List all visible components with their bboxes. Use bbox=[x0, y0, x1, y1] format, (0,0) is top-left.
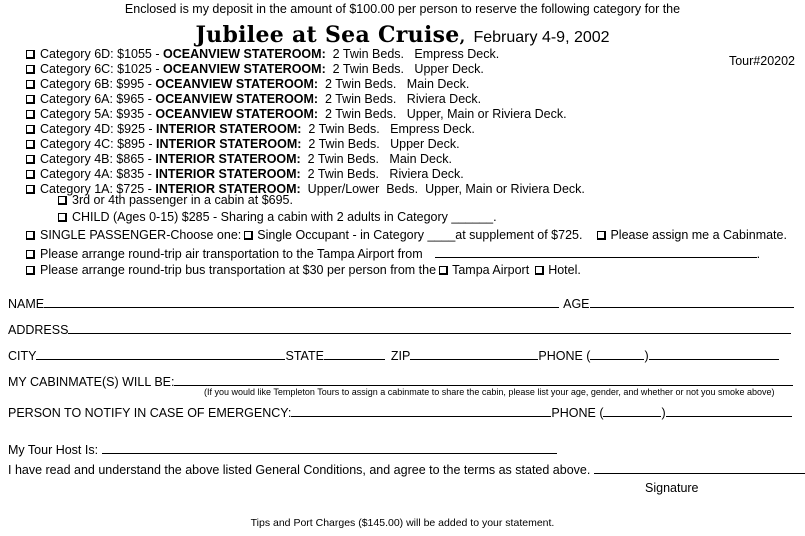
checkbox[interactable] bbox=[26, 110, 35, 119]
air-end: . bbox=[756, 247, 761, 261]
category-type: OCEANVIEW STATEROOM: bbox=[155, 92, 319, 106]
third-fourth-option bbox=[58, 193, 293, 208]
zip-field[interactable] bbox=[410, 348, 538, 360]
checkbox[interactable] bbox=[26, 170, 35, 179]
cruise-dates: February 4-9, 2002 bbox=[473, 29, 610, 46]
name-row bbox=[8, 296, 794, 311]
category-desc: 2 Twin Beds. Riviera Deck. bbox=[318, 92, 482, 106]
checkbox[interactable] bbox=[244, 231, 253, 240]
checkbox[interactable] bbox=[26, 80, 35, 89]
checkbox[interactable] bbox=[597, 231, 606, 240]
category-desc: Upper/Lower Beds. Upper, Main or Riviera Deck. bbox=[300, 182, 585, 196]
category-type: OCEANVIEW STATEROOM: bbox=[163, 62, 326, 76]
category-type: OCEANVIEW STATEROOM: bbox=[163, 47, 326, 61]
category-type: OCEANVIEW STATEROOM: bbox=[155, 107, 319, 121]
address-label: ADDRESS bbox=[8, 323, 69, 337]
emergency-field[interactable] bbox=[291, 405, 551, 417]
checkbox[interactable] bbox=[58, 213, 67, 222]
category-desc: 2 Twin Beds. Riviera Deck. bbox=[300, 167, 464, 181]
checkbox[interactable] bbox=[535, 266, 544, 275]
cabinmates-field[interactable] bbox=[174, 374, 793, 386]
tour-host-field[interactable] bbox=[102, 442, 557, 454]
city-label: CITY bbox=[8, 349, 37, 363]
phone-label: PHONE ( bbox=[538, 349, 591, 363]
category-type: INTERIOR STATEROOM: bbox=[156, 137, 302, 151]
child-label: CHILD (Ages 0-15) $285 - Sharing a cabin with 2 adults in Category ______. bbox=[72, 210, 497, 224]
category-label: Category 6C: $1025 - bbox=[40, 62, 163, 76]
single-occupant-label: Single Occupant - in Category ____at supplement of $725. bbox=[257, 228, 583, 242]
state-field[interactable] bbox=[324, 348, 385, 360]
third-fourth-label: 3rd or 4th passenger in a cabin at $695. bbox=[72, 193, 293, 207]
phone-area-field[interactable] bbox=[590, 348, 644, 360]
checkbox[interactable] bbox=[26, 155, 35, 164]
category-type: INTERIOR STATEROOM: bbox=[156, 122, 302, 136]
single-lead: SINGLE PASSENGER-Choose one: bbox=[40, 228, 242, 242]
bus-hotel-label: Hotel. bbox=[548, 263, 581, 277]
checkbox[interactable] bbox=[26, 50, 35, 59]
phone-close: ) bbox=[644, 349, 649, 363]
checkbox[interactable] bbox=[26, 65, 35, 74]
title-comma: , bbox=[459, 27, 466, 46]
agreement-text: I have read and understand the above listed General Conditions, and agree to the terms as stated above. bbox=[8, 463, 591, 477]
category-type: INTERIOR STATEROOM: bbox=[155, 152, 301, 166]
title-line bbox=[0, 22, 805, 48]
category-desc: 2 Twin Beds. Empress Deck. bbox=[325, 47, 500, 61]
category-desc: 2 Twin Beds. Upper Deck. bbox=[325, 62, 484, 76]
emergency-phone-label: PHONE ( bbox=[551, 406, 604, 420]
tour-number: Tour#20202 bbox=[728, 54, 795, 68]
agreement-row bbox=[8, 462, 805, 477]
category-list bbox=[26, 47, 585, 197]
signature-label: Signature bbox=[645, 481, 699, 495]
air-city-field[interactable] bbox=[435, 246, 757, 258]
category-type: INTERIOR STATEROOM: bbox=[155, 182, 301, 196]
checkbox[interactable] bbox=[26, 231, 35, 240]
child-option bbox=[58, 210, 497, 225]
category-label: Category 6D: $1055 - bbox=[40, 47, 163, 61]
tour-host-row bbox=[8, 442, 557, 457]
cruise-title: Jubilee at Sea Cruise bbox=[195, 22, 460, 48]
air-label: Please arrange round-trip air transportation to the Tampa Airport from bbox=[40, 247, 423, 261]
emergency-phone-field[interactable] bbox=[666, 405, 792, 417]
city-row bbox=[8, 348, 779, 363]
checkbox[interactable] bbox=[26, 95, 35, 104]
checkbox[interactable] bbox=[439, 266, 448, 275]
category-type: INTERIOR STATEROOM: bbox=[155, 167, 301, 181]
name-field[interactable] bbox=[44, 296, 559, 308]
cabinmates-label: MY CABINMATE(S) WILL BE: bbox=[8, 375, 175, 389]
category-type: OCEANVIEW STATEROOM: bbox=[155, 77, 319, 91]
zip-label: ZIP bbox=[390, 349, 411, 363]
category-desc: 2 Twin Beds. Upper Deck. bbox=[301, 137, 460, 151]
category-desc: 2 Twin Beds. Empress Deck. bbox=[301, 122, 475, 136]
category-label: Category 6B: $995 - bbox=[40, 77, 156, 91]
state-label: STATE bbox=[285, 349, 324, 363]
emergency-label: PERSON TO NOTIFY IN CASE OF EMERGENCY: bbox=[8, 406, 292, 420]
signature-field[interactable] bbox=[594, 462, 805, 474]
emergency-phone-area-field[interactable] bbox=[603, 405, 661, 417]
name-label: NAME bbox=[8, 297, 45, 311]
category-label: Category 4C: $895 - bbox=[40, 137, 157, 151]
intro-text: Enclosed is my deposit in the amount of $100.00 per person to reserve the following category for the bbox=[124, 2, 681, 16]
cabinmate-label: Please assign me a Cabinmate. bbox=[610, 228, 787, 242]
category-item bbox=[26, 152, 585, 167]
checkbox[interactable] bbox=[26, 125, 35, 134]
tour-host-label: My Tour Host Is: bbox=[8, 443, 99, 457]
checkbox[interactable] bbox=[26, 140, 35, 149]
address-row bbox=[8, 322, 791, 337]
category-item bbox=[26, 122, 585, 137]
category-label: Category 1A: $725 - bbox=[40, 182, 156, 196]
checkbox[interactable] bbox=[26, 250, 35, 259]
emergency-phone-close: ) bbox=[661, 406, 666, 420]
category-item bbox=[26, 167, 585, 182]
category-item bbox=[26, 107, 585, 122]
category-label: Category 4D: $925 - bbox=[40, 122, 157, 136]
category-label: Category 4A: $835 - bbox=[40, 167, 156, 181]
category-desc: 2 Twin Beds. Main Deck. bbox=[300, 152, 452, 166]
city-field[interactable] bbox=[36, 348, 285, 360]
category-item bbox=[26, 137, 585, 152]
category-label: Category 4B: $865 - bbox=[40, 152, 156, 166]
category-item bbox=[26, 62, 585, 77]
checkbox[interactable] bbox=[26, 185, 35, 194]
emergency-row bbox=[8, 405, 792, 420]
checkbox[interactable] bbox=[58, 196, 67, 205]
category-label: Category 6A: $965 - bbox=[40, 92, 156, 106]
category-item bbox=[26, 47, 585, 62]
category-item bbox=[26, 92, 585, 107]
bus-airport-label: Tampa Airport bbox=[452, 263, 530, 277]
age-label: AGE bbox=[563, 297, 590, 311]
single-passenger-row bbox=[26, 228, 787, 243]
bus-label: Please arrange round-trip bus transportation at $30 per person from the bbox=[40, 263, 437, 277]
cabinmates-note: (If you would like Templeton Tours to assign a cabinmate to share the cabin, please list your age, gender, and whether or not you smoke above) bbox=[204, 387, 775, 397]
category-label: Category 5A: $935 - bbox=[40, 107, 156, 121]
phone-field[interactable] bbox=[649, 348, 779, 360]
age-field[interactable] bbox=[590, 296, 794, 308]
category-item bbox=[26, 77, 585, 92]
checkbox[interactable] bbox=[26, 266, 35, 275]
category-desc: 2 Twin Beds. Upper, Main or Riviera Deck. bbox=[318, 107, 567, 121]
air-row bbox=[26, 246, 760, 262]
address-field[interactable] bbox=[68, 322, 791, 334]
bus-row bbox=[26, 263, 581, 278]
category-desc: 2 Twin Beds. Main Deck. bbox=[318, 77, 470, 91]
footer-note: Tips and Port Charges ($145.00) will be added to your statement. bbox=[250, 517, 555, 529]
